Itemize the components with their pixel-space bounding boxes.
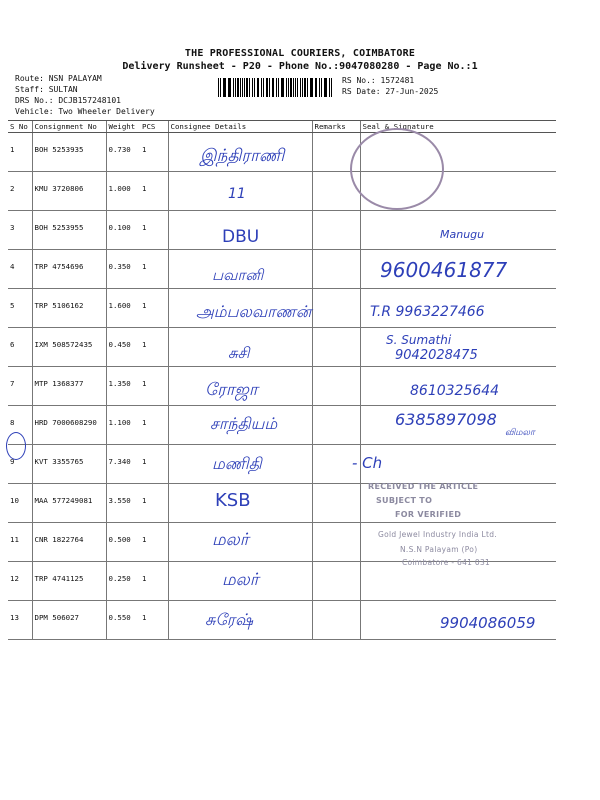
barcode-bar	[276, 78, 277, 97]
barcode-bar	[319, 78, 320, 97]
hand-r13: சுரேஷ்	[205, 610, 253, 629]
rs-number: RS No.: 1572481	[342, 76, 415, 85]
barcode-bar	[252, 78, 253, 97]
cell-remarks	[312, 250, 360, 289]
barcode-bar	[257, 78, 258, 97]
barcode-bar	[295, 78, 296, 97]
barcode-bar	[240, 78, 241, 97]
hand-r8-note: விமலா	[505, 428, 535, 438]
cell-pcs: 1	[140, 562, 168, 601]
cell-weight: 0.250	[106, 562, 140, 601]
cell-remarks	[312, 484, 360, 523]
barcode-bar	[246, 78, 248, 97]
hand-r1: இந்திராணி	[200, 146, 285, 166]
barcode-bar	[293, 78, 294, 97]
cell-consignment: KMU 3720806	[32, 172, 106, 211]
cell-consignment: MTP 1368377	[32, 367, 106, 406]
barcode-bar	[310, 78, 311, 97]
cell-sno: 8	[8, 406, 32, 445]
col-consignment: Consignment No	[32, 121, 106, 133]
cell-sno: 2	[8, 172, 32, 211]
table-row	[8, 445, 556, 484]
cell-consignment: BOH 5253955	[32, 211, 106, 250]
cell-consignment: TRP 4754696	[32, 250, 106, 289]
meta-left	[15, 73, 155, 117]
barcode-bar	[266, 78, 268, 97]
cell-pcs: 1	[140, 484, 168, 523]
barcode-bar	[233, 78, 234, 97]
hand-r2: 11	[228, 186, 246, 202]
hand-r8-phone: 6385897098	[395, 410, 497, 429]
barcode-bar	[263, 78, 264, 97]
barcode-bar	[228, 78, 229, 97]
cell-sno: 6	[8, 328, 32, 367]
cell-pcs: 1	[140, 328, 168, 367]
table-row	[8, 562, 556, 601]
cell-weight: 0.450	[106, 328, 140, 367]
cell-sno: 7	[8, 367, 32, 406]
barcode	[218, 78, 334, 97]
cell-weight: 3.550	[106, 484, 140, 523]
col-signature: Seal & Signature	[360, 121, 556, 133]
barcode-bar	[325, 78, 327, 97]
cell-sno: 1	[8, 133, 32, 172]
meta-right	[342, 75, 438, 97]
barcode-bar	[316, 78, 317, 97]
barcode-bar	[254, 78, 255, 97]
hand-r9: மணிதி	[212, 454, 262, 473]
cell-consignment: HRD 7000608290	[32, 406, 106, 445]
barcode-bar	[281, 78, 282, 97]
hand-r11: மலர்	[212, 530, 249, 550]
cell-remarks	[312, 562, 360, 601]
cell-weight: 0.550	[106, 601, 140, 640]
barcode-bar	[302, 78, 303, 97]
barcode-bar	[273, 78, 274, 97]
cell-weight: 0.350	[106, 250, 140, 289]
cell-pcs: 1	[140, 601, 168, 640]
cell-remarks	[312, 601, 360, 640]
barcode-bar	[297, 78, 298, 97]
cell-signature	[360, 562, 556, 601]
stamp-company-2: N.S.N Palayam (Po)	[400, 545, 478, 554]
cell-consignment: TRP 5106162	[32, 289, 106, 328]
barcode-bar	[258, 78, 259, 97]
cell-pcs: 1	[140, 289, 168, 328]
cell-sno: 13	[8, 601, 32, 640]
hand-r8: சாந்தியம்	[210, 414, 278, 433]
stamp-received-2: SUBJECT TO	[376, 496, 433, 505]
cell-pcs: 1	[140, 211, 168, 250]
hand-r10: KSB	[215, 490, 251, 511]
cell-consignment: KVT 3355765	[32, 445, 106, 484]
cell-consignment: IXM 508572435	[32, 328, 106, 367]
cell-weight: 1.600	[106, 289, 140, 328]
cell-consignment: BOH 5253935	[32, 133, 106, 172]
cell-remarks	[312, 523, 360, 562]
cell-weight: 7.340	[106, 445, 140, 484]
company-seal	[350, 128, 444, 210]
cell-remarks	[312, 367, 360, 406]
runsheet-title: THE PROFESSIONAL COURIERS, COIMBATORE	[184, 48, 416, 59]
hand-r7: ரோஜா	[205, 380, 258, 400]
cell-sno: 12	[8, 562, 32, 601]
col-pcs: PCS	[140, 121, 168, 133]
route: Route: NSN PALAYAM	[15, 74, 102, 83]
stamp-received-3: FOR VERIFIED	[395, 510, 462, 519]
cell-pcs: 1	[140, 445, 168, 484]
cell-remarks	[312, 406, 360, 445]
cell-consignment: TRP 4741125	[32, 562, 106, 601]
hand-r3-sig: Manugu	[440, 228, 485, 241]
drs-number: DRS No.: DCJB157248101	[15, 96, 121, 105]
cell-consignment: MAA 577249081	[32, 484, 106, 523]
barcode-bar	[223, 78, 224, 97]
cell-sno: 9	[8, 445, 32, 484]
staff: Staff: SULTAN	[15, 85, 78, 94]
barcode-bar	[286, 78, 287, 97]
table-header	[8, 121, 556, 133]
hand-r5: அம்பலவாணன்	[196, 302, 312, 321]
cell-pcs: 1	[140, 523, 168, 562]
hand-r4-phone: 9600461877	[380, 258, 508, 282]
cell-remarks	[312, 211, 360, 250]
barcode-bar	[278, 78, 279, 97]
barcode-bar	[261, 78, 262, 97]
cell-weight: 1.100	[106, 406, 140, 445]
barcode-bar	[229, 78, 231, 97]
barcode-bar	[290, 78, 291, 97]
cell-sno: 4	[8, 250, 32, 289]
stamp-company-3: Coimbatore - 641 031	[402, 558, 491, 567]
barcode-bar	[311, 78, 312, 97]
barcode-bar	[300, 78, 301, 97]
barcode-bar	[324, 78, 325, 97]
hand-r6-phone: 9042028475	[395, 348, 478, 363]
cell-pcs: 1	[140, 406, 168, 445]
stamp-received-1: RECEIVED THE ARTICLE	[368, 482, 479, 491]
barcode-bar	[224, 78, 225, 97]
vehicle: Vehicle: Two Wheeler Delivery	[15, 107, 155, 116]
hand-r13-phone: 9904086059	[440, 614, 536, 632]
hand-r3: DBU	[222, 227, 260, 247]
cell-remarks	[312, 328, 360, 367]
cell-weight: 1.000	[106, 172, 140, 211]
cell-sno: 10	[8, 484, 32, 523]
barcode-bar	[307, 78, 308, 97]
cell-signature	[360, 445, 556, 484]
cell-pcs: 1	[140, 250, 168, 289]
barcode-bar	[282, 78, 284, 97]
cell-weight: 0.500	[106, 523, 140, 562]
cell-sno: 5	[8, 289, 32, 328]
cell-weight: 0.100	[106, 211, 140, 250]
barcode-bar	[237, 78, 238, 97]
col-remarks: Remarks	[312, 121, 360, 133]
col-consignee: Consignee Details	[168, 121, 312, 133]
hand-r6: சுசி	[228, 344, 250, 362]
hand-r9-mark: - Ch	[352, 454, 383, 472]
hand-r5-phone: T.R 9963227466	[370, 304, 485, 320]
barcode-bar	[315, 78, 316, 97]
barcode-bar	[235, 78, 236, 97]
hand-r6-name: S. Sumathi	[386, 333, 452, 347]
col-weight: Weight	[106, 121, 140, 133]
cell-pcs: 1	[140, 367, 168, 406]
hand-r12: மலர்	[222, 570, 259, 590]
barcode-bar	[329, 78, 330, 97]
barcode-bar	[249, 78, 250, 97]
cell-remarks	[312, 289, 360, 328]
barcode-bar	[244, 78, 245, 97]
cell-sno: 3	[8, 211, 32, 250]
table-row	[8, 172, 556, 211]
cell-signature	[360, 523, 556, 562]
row-9-circle-mark	[6, 432, 26, 460]
barcode-bar	[304, 78, 306, 97]
barcode-bar	[220, 78, 221, 97]
cell-pcs: 1	[140, 172, 168, 211]
barcode-bar	[269, 78, 270, 97]
cell-consignment: DPM 506027	[32, 601, 106, 640]
cell-consignment: CNR 1822764	[32, 523, 106, 562]
cell-weight: 0.730	[106, 133, 140, 172]
barcode-bar	[331, 78, 332, 97]
barcode-bar	[321, 78, 322, 97]
barcode-bar	[272, 78, 273, 97]
hand-r7-phone: 8610325644	[410, 383, 500, 399]
hand-r4: பவானி	[212, 266, 264, 284]
cell-sno: 11	[8, 523, 32, 562]
barcode-bar	[242, 78, 243, 97]
barcode-bar	[218, 78, 219, 97]
rs-date: RS Date: 27-Jun-2025	[342, 87, 439, 96]
cell-weight: 1.350	[106, 367, 140, 406]
col-sno: S No	[8, 121, 32, 133]
table-row	[8, 523, 556, 562]
barcode-bar	[288, 78, 289, 97]
runsheet-subtitle: Delivery Runsheet - P20 - Phone No.:9047080280 - Page No.:1	[122, 61, 478, 72]
stamp-company-1: Gold Jewel Industry India Ltd.	[378, 530, 497, 539]
cell-pcs: 1	[140, 133, 168, 172]
